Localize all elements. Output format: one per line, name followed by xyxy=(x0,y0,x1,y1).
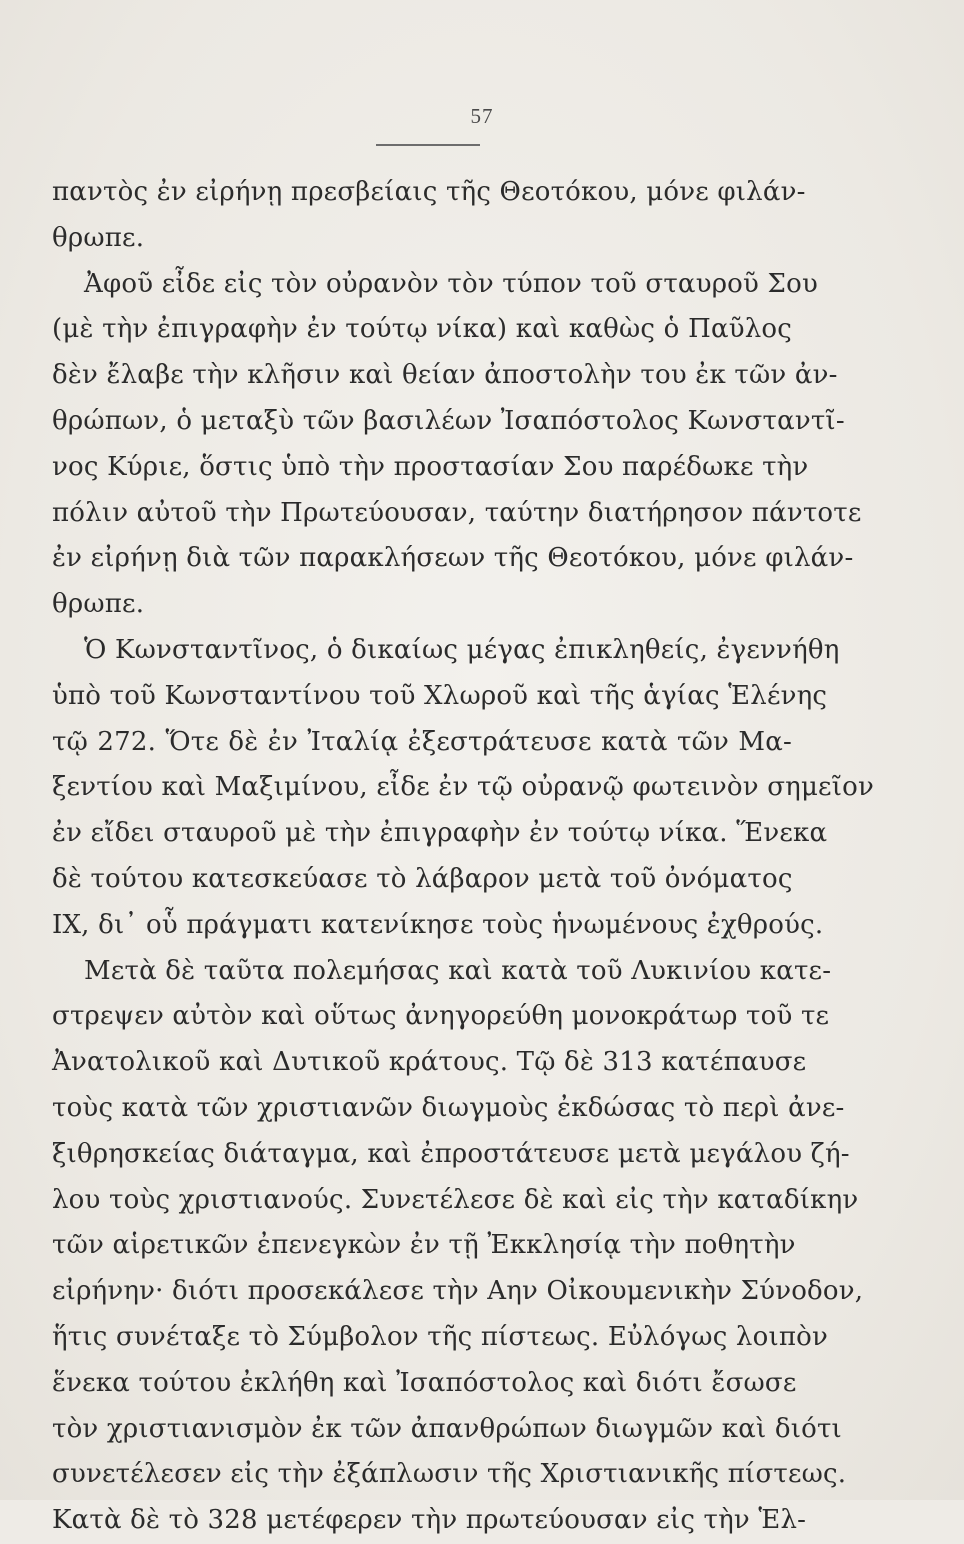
text-line: στρεψεν αὐτὸν καὶ οὕτως ἀνηγορεύθη μονοκράτωρ τοῦ τε xyxy=(52,1001,830,1032)
text-line: ὑπὸ τοῦ Κωνσταντίνου τοῦ Χλωροῦ καὶ τῆς ἁγίας Ἑλένης xyxy=(52,680,828,711)
text-line: ξεντίου καὶ Μαξιμίνου, εἶδε ἐν τῷ οὐρανῷ φωτεινὸν σημεῖον xyxy=(52,772,874,803)
text-line: δὲν ἔλαβε τὴν κλῆσιν καὶ θείαν ἀποστολὴν του ἐκ τῶν ἀν- xyxy=(52,360,838,391)
text-line: τῷ 272. Ὅτε δὲ ἐν Ἰταλίᾳ ἐξεστράτευσε κατὰ τῶν Μα- xyxy=(52,726,792,757)
text-line: νος Κύριε, ὅστις ὑπὸ τὴν προστασίαν Σου παρέδωκε τὴν xyxy=(52,451,809,482)
text-line: θρώπων, ὁ μεταξὺ τῶν βασιλέων Ἰσαπόστολος Κωνσταντῖ- xyxy=(52,405,845,436)
text-line: θρωπε. xyxy=(52,589,145,620)
text-line: τῶν αἱρετικῶν ἐπενεγκὼν ἐν τῇ Ἐκκλησίᾳ τὴν ποθητὴν xyxy=(52,1230,796,1261)
text-line: ἥτις συνέταξε τὸ Σύμβολον τῆς πίστεως. Εὐλόγως λοιπὸν xyxy=(52,1321,829,1352)
body-text xyxy=(52,170,874,1544)
text-line: συνετέλεσεν εἰς τὴν ἐξάπλωσιν τῆς Χριστιανικῆς πίστεως. xyxy=(52,1459,847,1490)
text-line: Μετὰ δὲ ταῦτα πολεμήσας καὶ κατὰ τοῦ Λυκινίου κατε- xyxy=(84,955,832,986)
text-line: παντὸς ἐν εἰρήνῃ πρεσβείαις τῆς Θεοτόκου, μόνε φιλάν- xyxy=(52,177,806,207)
text-line: Ἀφοῦ εἶδε εἰς τὸν οὐρανὸν τὸν τύπον τοῦ σταυροῦ Σου xyxy=(84,268,818,299)
text-line: Ὁ Κωνσταντῖνος, ὁ δικαίως μέγας ἐπικληθείς, ἐγεννήθη xyxy=(84,634,840,665)
text-line: Ἀνατολικοῦ καὶ Δυτικοῦ κράτους. Τῷ δὲ 313 κατέπαυσε xyxy=(52,1047,807,1078)
text-line: ἐν εἴδει σταυροῦ μὲ τὴν ἐπιγραφὴν ἐν τούτῳ νίκα. Ἕνεκα xyxy=(52,818,828,849)
header-rule xyxy=(376,144,480,146)
text-line: δὲ τούτου κατεσκεύασε τὸ λάβαρον μετὰ τοῦ ὀνόματος xyxy=(52,863,793,894)
page-number: 57 xyxy=(470,104,494,128)
text-line: (μὲ τὴν ἐπιγραφὴν ἐν τούτῳ νίκα) καὶ καθὼς ὁ Παῦλος xyxy=(52,314,792,345)
text-line: πόλιν αὐτοῦ τὴν Πρωτεύουσαν, ταύτην διατήρησον πάντοτε xyxy=(52,497,862,528)
text-line: ἐν εἰρήνῃ διὰ τῶν παρακλήσεων τῆς Θεοτόκου, μόνε φιλάν- xyxy=(52,543,854,574)
text-line: ἕνεκα τούτου ἐκλήθη καὶ Ἰσαπόστολος καὶ διότι ἔσωσε xyxy=(52,1367,797,1398)
text-line: θρωπε. xyxy=(52,222,145,253)
text-line: τὸν χριστιανισμὸν ἐκ τῶν ἀπανθρώπων διωγμῶν καὶ διότι xyxy=(52,1413,842,1444)
text-line: ξιθρησκείας διάταγμα, καὶ ἐπροστάτευσε μετὰ μεγάλου ζή- xyxy=(52,1138,850,1169)
text-line: λου τοὺς χριστιανούς. Συνετέλεσε δὲ καὶ εἰς τὴν καταδίκην xyxy=(52,1184,859,1215)
text-line: εἰρήνην· διότι προσεκάλεσε τὴν Αην Οἰκουμενικὴν Σύνοδον, xyxy=(52,1276,864,1307)
text-line: τοὺς κατὰ τῶν χριστιανῶν διωγμοὺς ἐκδώσας τὸ περὶ ἀνε- xyxy=(52,1092,845,1123)
text-line: IX, δι᾽ οὗ πράγματι κατενίκησε τοὺς ἡνωμένους ἐχθρούς. xyxy=(52,909,824,940)
text-line: Κατὰ δὲ τὸ 328 μετέφερεν τὴν πρωτεύουσαν εἰς τὴν Ἑλ- xyxy=(52,1505,807,1536)
